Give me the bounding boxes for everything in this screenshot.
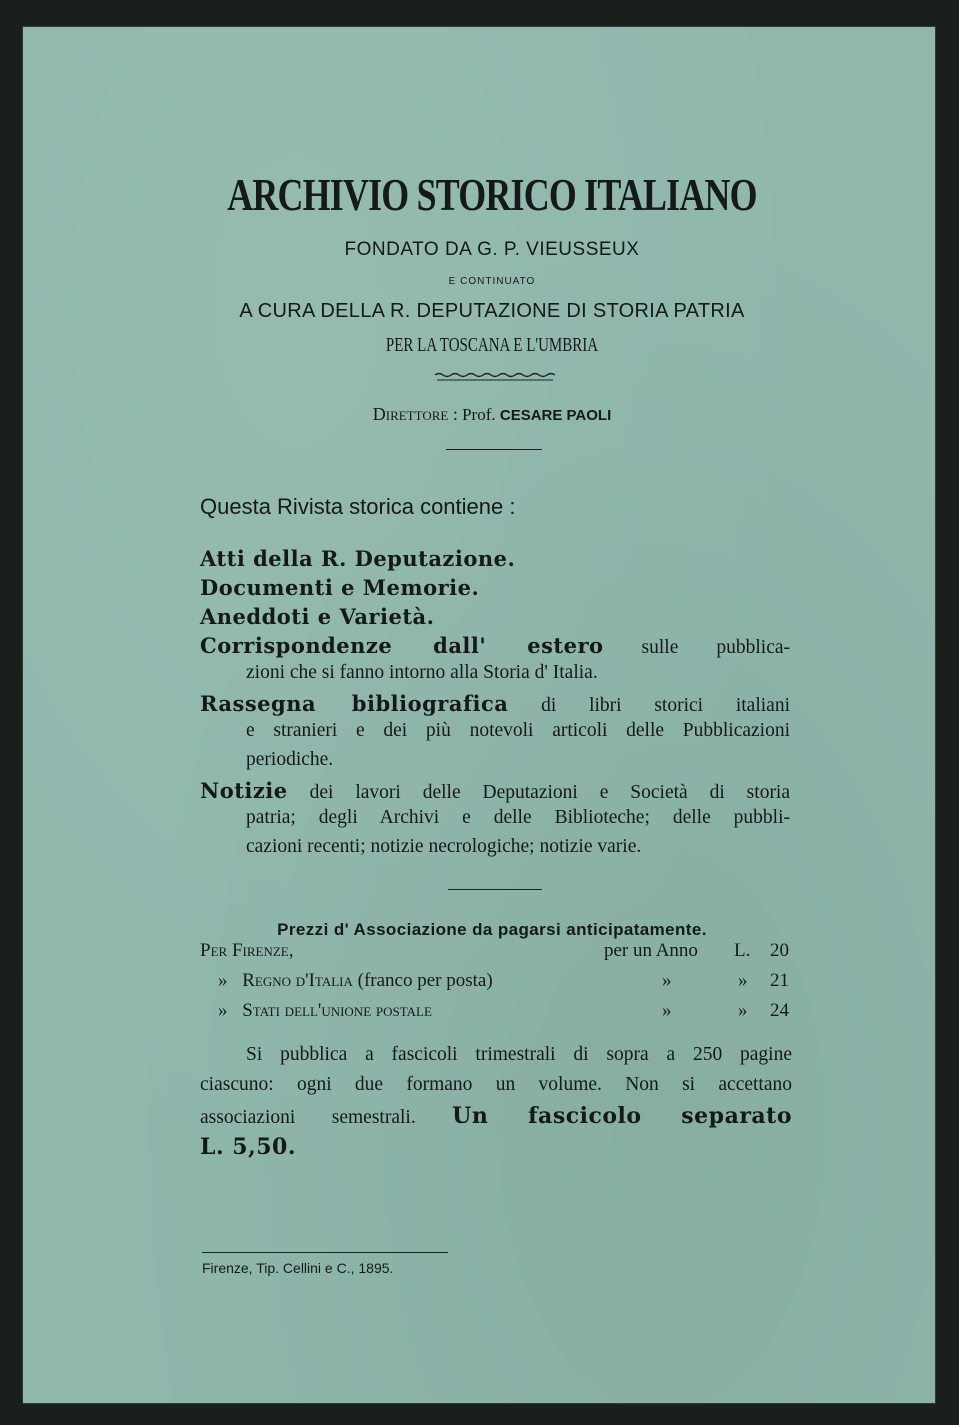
publication-price: L. 5,50. — [200, 1134, 297, 1160]
price-note: (franco per posta) — [357, 970, 493, 991]
publication-line3 — [200, 1103, 792, 1129]
price-currency: L. — [734, 940, 751, 961]
price-place: Firenze, — [231, 940, 294, 961]
imprint: Firenze, Tip. Cellini e C., 1895. — [202, 1260, 394, 1276]
price-period: » — [662, 1000, 672, 1021]
price-prefix: Per — [200, 940, 228, 961]
price-row-regno — [218, 970, 792, 992]
price-row-firenze — [200, 940, 792, 962]
journal-title: ARCHIVIO STORICO ITALIANO — [227, 169, 757, 220]
care-of: A CURA DELLA R. DEPUTAZIONE DI STORIA PATRIA — [239, 300, 745, 322]
item-notizie-text-a: dei lavori delle Deputazioni e Società di storia — [309, 782, 791, 803]
publication-line1: Si pubblica a fascicoli trimestrali di sopra a 250 pagine — [246, 1044, 792, 1065]
imprint-rule — [202, 1252, 448, 1253]
price-prefix: » — [218, 970, 228, 991]
director-label: Direttore : — [372, 404, 458, 424]
item-corrispondenze-line1 — [200, 633, 790, 659]
contents-intro: Questa Rivista storica contiene : — [200, 494, 516, 519]
price-row-stati — [218, 1000, 792, 1022]
item-atti: Atti della R. Deputazione. — [200, 546, 516, 571]
director-prefix: Prof. — [462, 405, 496, 424]
item-notizie-line3: cazioni recenti; notizie necrologiche; notizie varie. — [246, 836, 642, 857]
item-rassegna-line1 — [200, 691, 790, 717]
price-currency: » — [738, 970, 748, 991]
item-notizie-line1 — [200, 778, 790, 804]
director-name: CESARE PAOLI — [499, 407, 612, 424]
divider-top — [446, 449, 542, 450]
item-corrispondenze-line2: zioni che si fanno intorno alla Storia d' Italia. — [246, 662, 598, 683]
item-corrispondenze-title: Corrispondenze dall' estero — [200, 633, 604, 658]
prices-heading: Prezzi d' Associazione da pagarsi anticipatamente. — [277, 920, 707, 939]
price-period: » — [662, 970, 672, 991]
founded-by: FONDATO DA G. P. VIEUSSEUX — [344, 239, 640, 260]
price-currency: » — [738, 1000, 748, 1021]
price-place: Regno d'Italia — [242, 970, 353, 991]
item-notizie-line2: patria; degli Archivi e delle Biblioteche; delle pubbli- — [246, 807, 790, 828]
item-corrispondenze-text-a: sulle pubblica- — [641, 637, 791, 658]
item-rassegna-title: Rassegna bibliografica — [200, 691, 509, 716]
price-period: per un Anno — [604, 940, 698, 961]
divider-middle — [448, 889, 542, 890]
region-line: PER LA TOSCANA E L'UMBRIA — [385, 334, 599, 356]
item-rassegna-line2: e stranieri e dei più notevoli articoli delle Pubblicazioni — [246, 720, 790, 741]
publication-line3-bold: Un fascicolo separato — [452, 1103, 793, 1129]
price-amount: 20 — [770, 940, 789, 961]
page — [22, 26, 936, 1404]
item-rassegna-line3: periodiche. — [246, 749, 334, 770]
price-amount: 24 — [770, 1000, 789, 1021]
ornament-wave — [435, 372, 555, 382]
continued-label: E CONTINUATO — [448, 276, 536, 287]
item-aneddoti: Aneddoti e Varietà. — [200, 604, 435, 629]
director-line — [35, 404, 949, 425]
price-amount: 21 — [770, 970, 789, 991]
item-rassegna-text-a: di libri storici italiani — [541, 695, 790, 716]
price-prefix: » — [218, 1000, 228, 1021]
item-notizie-title: Notizie — [200, 778, 288, 803]
item-documenti: Documenti e Memorie. — [200, 575, 480, 600]
publication-line3-text: associazioni semestrali. — [200, 1107, 416, 1128]
publication-line2: ciascuno: ogni due formano un volume. Non si accettano — [200, 1074, 792, 1095]
price-place: Stati dell'unione postale — [242, 1000, 432, 1021]
